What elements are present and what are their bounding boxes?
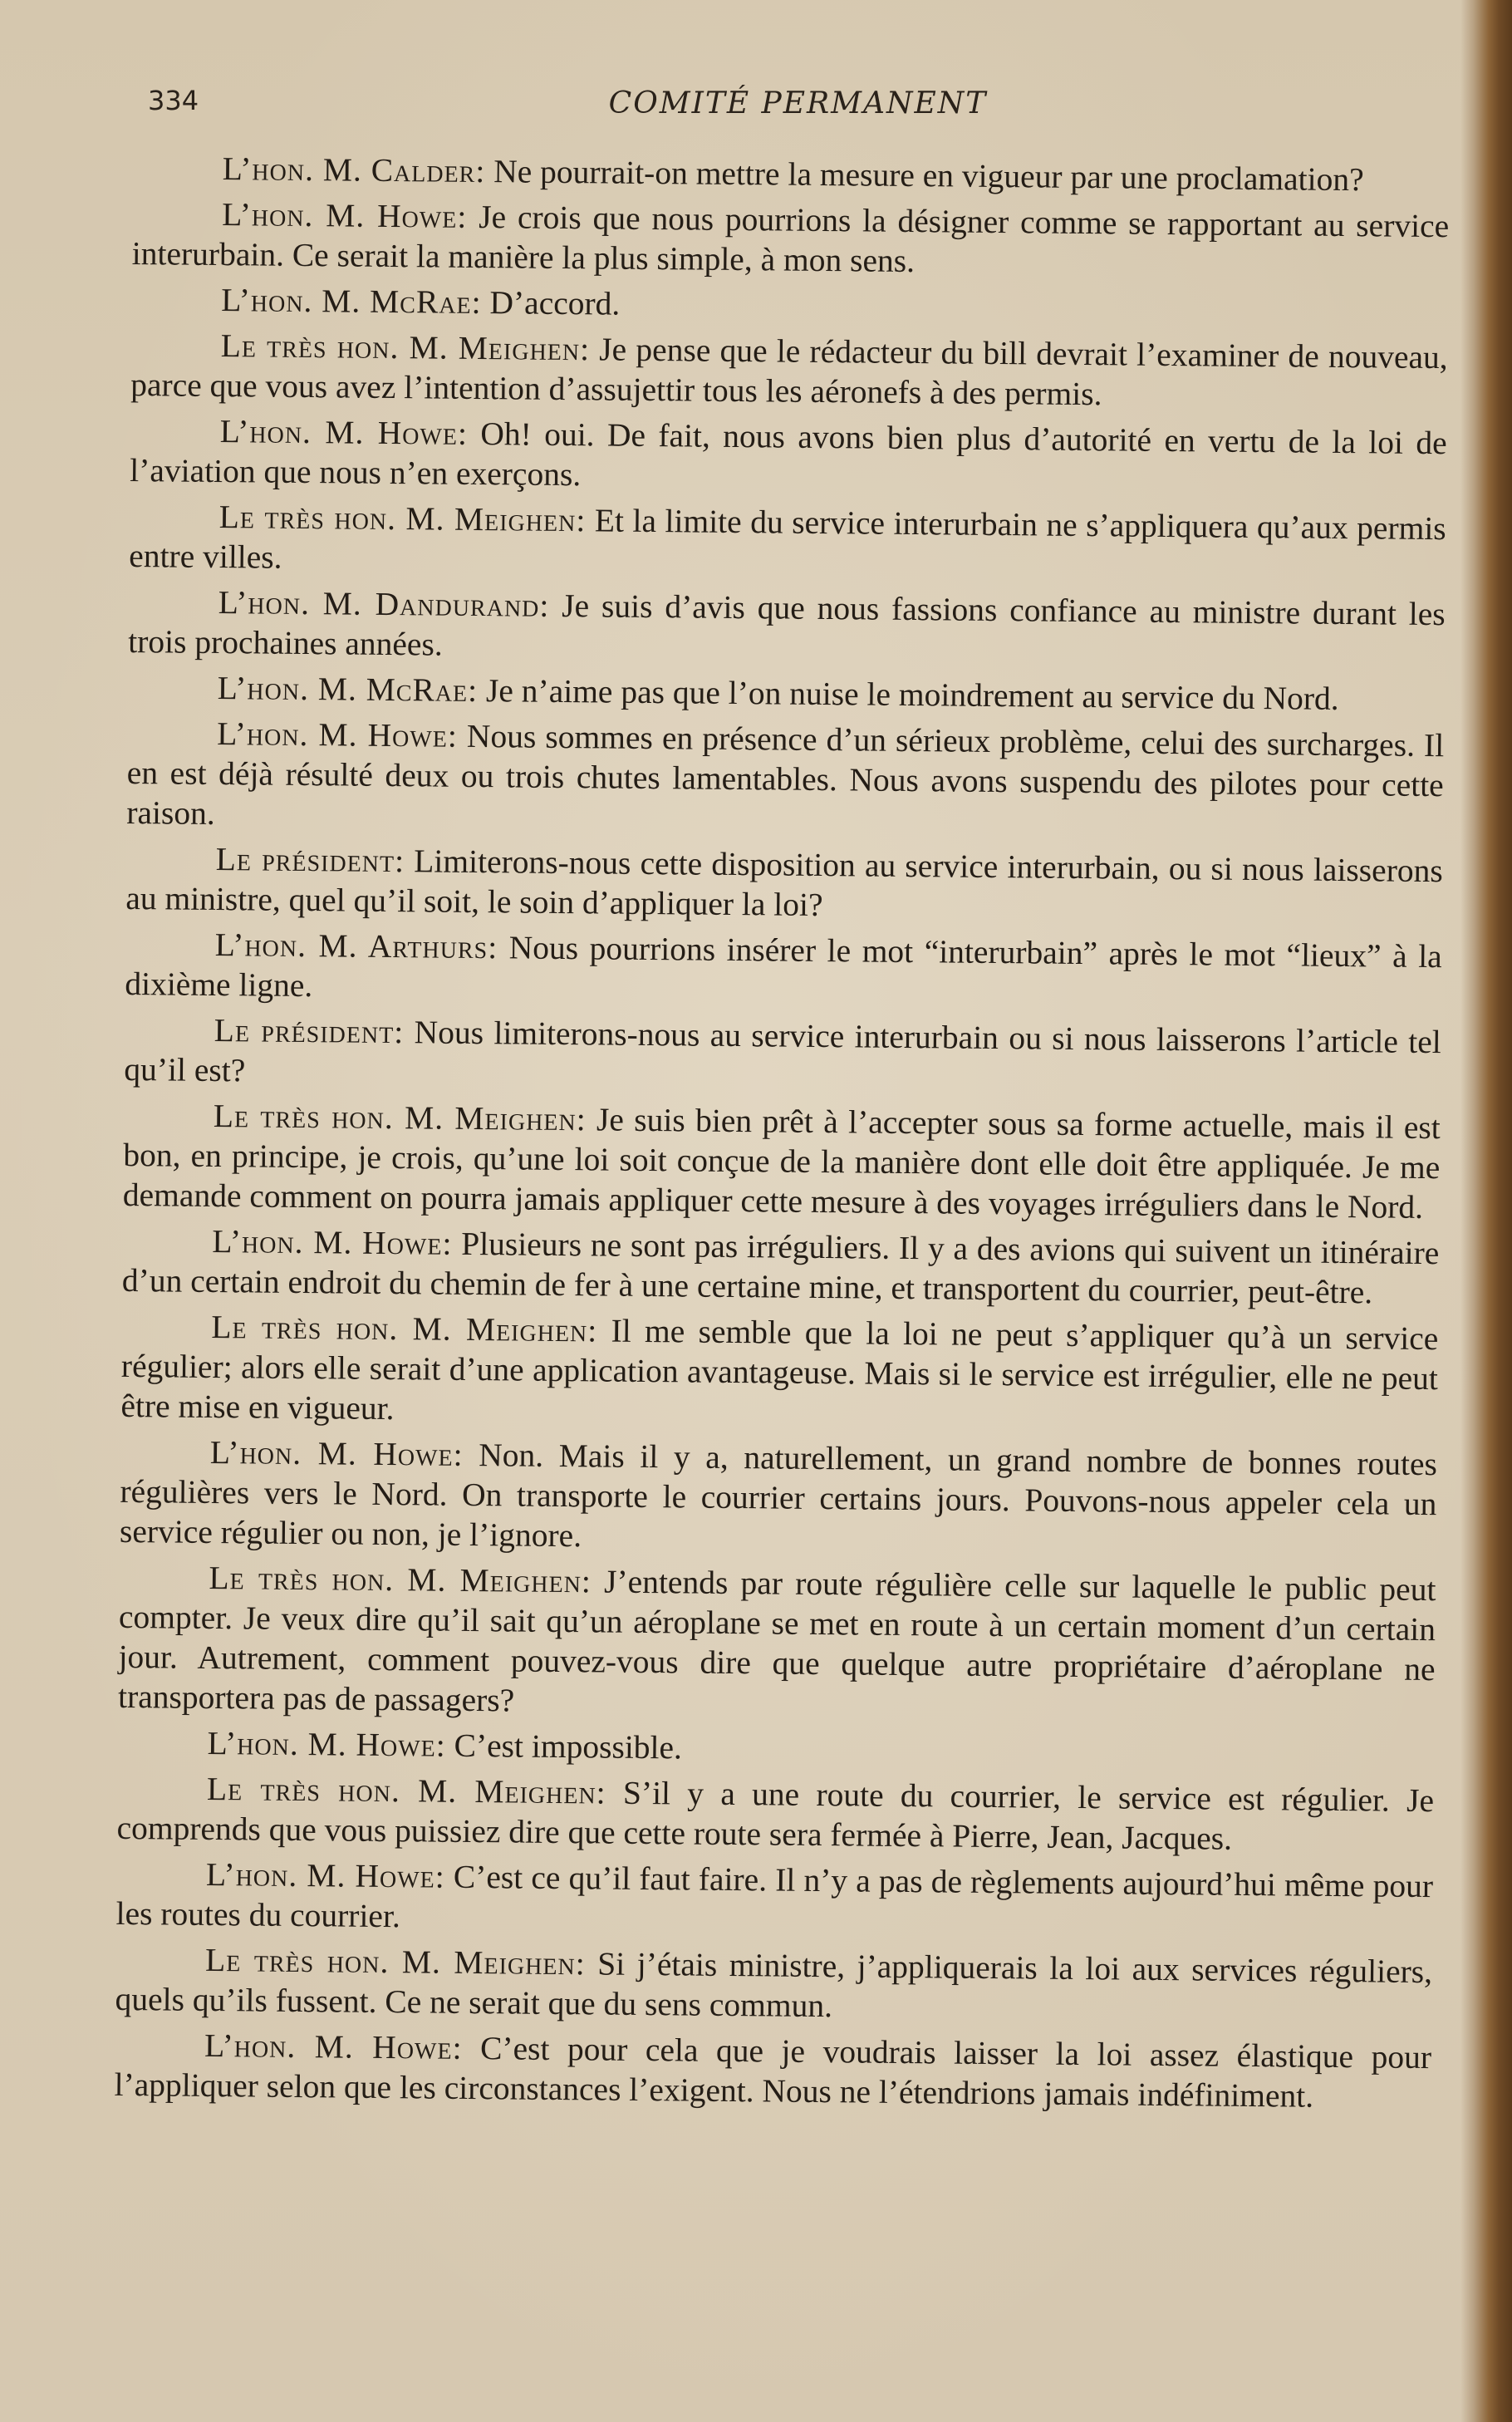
transcript-paragraph — [133, 148, 1450, 200]
speech-text: Et la limite du service interurbain ne s’appliquera qu’aux permis entre villes. — [129, 502, 1446, 576]
transcript-body — [114, 148, 1450, 2123]
speech-text: D’accord. — [481, 284, 621, 322]
speaker-name: L’hon. M. Arthurs: — [214, 926, 498, 966]
speaker-name: Le très hon. M. Meighen: — [220, 327, 591, 368]
speaker-name: L’hon. M. Howe: — [217, 715, 459, 754]
speech-text: Si j’étais ministre, j’appliquerais la loi aux services réguliers, quels qu’ils fussent. Ce ne serait que du sens commun. — [115, 1945, 1433, 2025]
speech-text: Je n’aime pas que l’on nuise le moindrement au service du Nord. — [477, 672, 1339, 717]
speaker-name: Le président: — [214, 1011, 405, 1051]
speech-text: J’entends par route régulière celle sur laquelle le public peut compter. Je veux dire qu’il sait qu’un aéroplane se met en route à un certain moment d’un certain jour. Autrement, comment pouvez-vous dire que quelque autre propriétaire d’aéroplane ne transportera pas de passagers? — [117, 1563, 1436, 1719]
speaker-name: Le très hon. M. Meighen: — [209, 1559, 592, 1600]
speaker-name: L’hon. M. Howe: — [207, 1724, 446, 1764]
speaker-name: L’hon. M. Howe: — [212, 1222, 453, 1262]
transcript-paragraph — [117, 1722, 1434, 1775]
speaker-name: L’hon. M. Howe: — [219, 413, 469, 452]
transcript-paragraph — [114, 2025, 1431, 2117]
speech-text: Nous pourrions insérer le mot “interurbain” après le mot “lieux” à la dixième ligne. — [125, 929, 1442, 1005]
speech-text: C’est ce qu’il faut faire. Il n’y a pas de règlements aujourd’hui même pour les routes du courrier. — [115, 1858, 1434, 1935]
transcript-paragraph — [115, 1854, 1433, 1946]
transcript-paragraph — [120, 1432, 1437, 1564]
speech-text: Je crois que nous pourrions la désigner comme se rapportant au service interurbain. Ce serait la manière la plus simple, à mon sens. — [131, 198, 1450, 280]
transcript-paragraph — [132, 194, 1450, 286]
transcript-paragraph — [123, 1095, 1441, 1227]
transcript-paragraph — [130, 325, 1448, 417]
speech-text: Je suis d’avis que nous fassions confiance au ministre durant les trois prochaines années. — [128, 587, 1446, 663]
running-title: COMITÉ PERMANENT — [608, 86, 988, 120]
speech-text: C’est pour cela que je voudrais laisser la loi assez élastique pour l’appliquer selon que les circonstances l’exigent. Nous ne l’étendrions jamais indéfiniment. — [114, 2029, 1432, 2115]
transcript-paragraph — [115, 1939, 1432, 2031]
speaker-name: Le très hon. M. Meighen: — [204, 1941, 586, 1982]
speech-text: S’il y a une route du courrier, le service est régulier. Je comprends que vous puissiez dire que cette route sera fermée à Pierre, Jean, Jacques. — [116, 1774, 1435, 1857]
page-number: 334 — [148, 85, 199, 116]
speaker-name: L’hon. M. Howe: — [205, 1855, 445, 1895]
speech-text: C’est impossible. — [445, 1727, 683, 1766]
speech-text: Ne pourrait-on mettre la mesure en vigueur par une proclamation? — [485, 153, 1364, 199]
speech-text: Nous sommes en présence d’un sérieux problème, celui des surcharges. Il en est déjà résulté deux ou trois chutes lamentables. Nous avons suspendu des pilotes pour cette raison. — [126, 717, 1445, 832]
speech-text: Je pense que le rédacteur du bill devrait l’examiner de nouveau, parce que vous avez l’intention d’assujettir tous les aéronefs à des permis. — [130, 331, 1448, 413]
speech-text: Nous limiterons-nous au service interurbain ou si nous laisserons l’article tel qu’il est? — [124, 1014, 1441, 1089]
speech-text: Il me semble que la loi ne peut s’appliquer qu’à un service régulier; alors elle serait d’une application avantageuse. Mais si le service est irrégulier, elle ne peut être mise en vigueur. — [120, 1312, 1439, 1427]
speaker-name: Le très hon. M. Meighen: — [213, 1097, 587, 1138]
transcript-paragraph — [126, 713, 1444, 845]
transcript-paragraph — [118, 1557, 1436, 1729]
speech-text: Oh! oui. De fait, nous avons bien plus d’autorité en vertu de la loi de l’aviation que nous n’en exerçons. — [130, 415, 1447, 494]
transcript-paragraph — [129, 496, 1446, 588]
transcript-paragraph — [131, 279, 1448, 332]
speaker-name: L’hon. M. Howe: — [209, 1433, 464, 1473]
transcript-paragraph — [125, 838, 1443, 931]
speaker-name: L’hon. M. Howe: — [204, 2027, 463, 2066]
speaker-name: Le président: — [215, 840, 405, 880]
speaker-name: L’hon. M. McRae: — [217, 670, 479, 710]
page-header — [148, 80, 1448, 130]
speaker-name: L’hon. M. Howe: — [222, 196, 468, 235]
transcript-paragraph — [125, 924, 1442, 1016]
speaker-name: Le très hon. M. Meighen: — [211, 1308, 598, 1349]
speaker-name: L’hon. M. McRae: — [221, 282, 482, 322]
speech-text: Je suis bien prêt à l’accepter sous sa forme actuelle, mais il est bon, en principe, je crois, qu’une loi soit conçue de la manière dont elle doit être appliquée. Je me demande comment on pourra jamais appliquer cette mesure à des voyages irréguliers dans le Nord. — [122, 1101, 1441, 1226]
speech-text: Plusieurs ne sont pas irréguliers. Il y a des avions qui suivent un itinéraire d’un certain endroit du chemin de fer à une certaine mine, et transportent du courrier, peut-être. — [121, 1225, 1440, 1311]
speaker-name: Le très hon. M. Meighen: — [206, 1770, 606, 1811]
speaker-name: Le très hon. M. Meighen: — [218, 499, 587, 539]
book-binding-edge — [1460, 0, 1512, 2422]
transcript-paragraph — [128, 582, 1446, 674]
speech-text: Limiterons-nous cette disposition au service interurbain, ou si nous laisserons au ministre, quel qu’il soit, le soin d’appliquer la loi? — [125, 843, 1443, 924]
transcript-paragraph — [116, 1768, 1434, 1860]
transcript-paragraph — [124, 1010, 1441, 1102]
transcript-paragraph — [120, 1306, 1438, 1438]
speech-text: Non. Mais il y a, naturellement, un grand nombre de bonnes routes régulières vers le Nord. On transporte le courrier certains jours. Pouvons-nous appeler cela un service régulier ou non, je l’ignore. — [119, 1436, 1438, 1555]
speaker-name: L’hon. M. Dandurand: — [218, 584, 550, 624]
transcript-paragraph — [130, 410, 1447, 503]
transcript-paragraph — [122, 1221, 1440, 1313]
speaker-name: L’hon. M. Calder: — [222, 150, 486, 190]
transcript-paragraph — [128, 667, 1445, 720]
